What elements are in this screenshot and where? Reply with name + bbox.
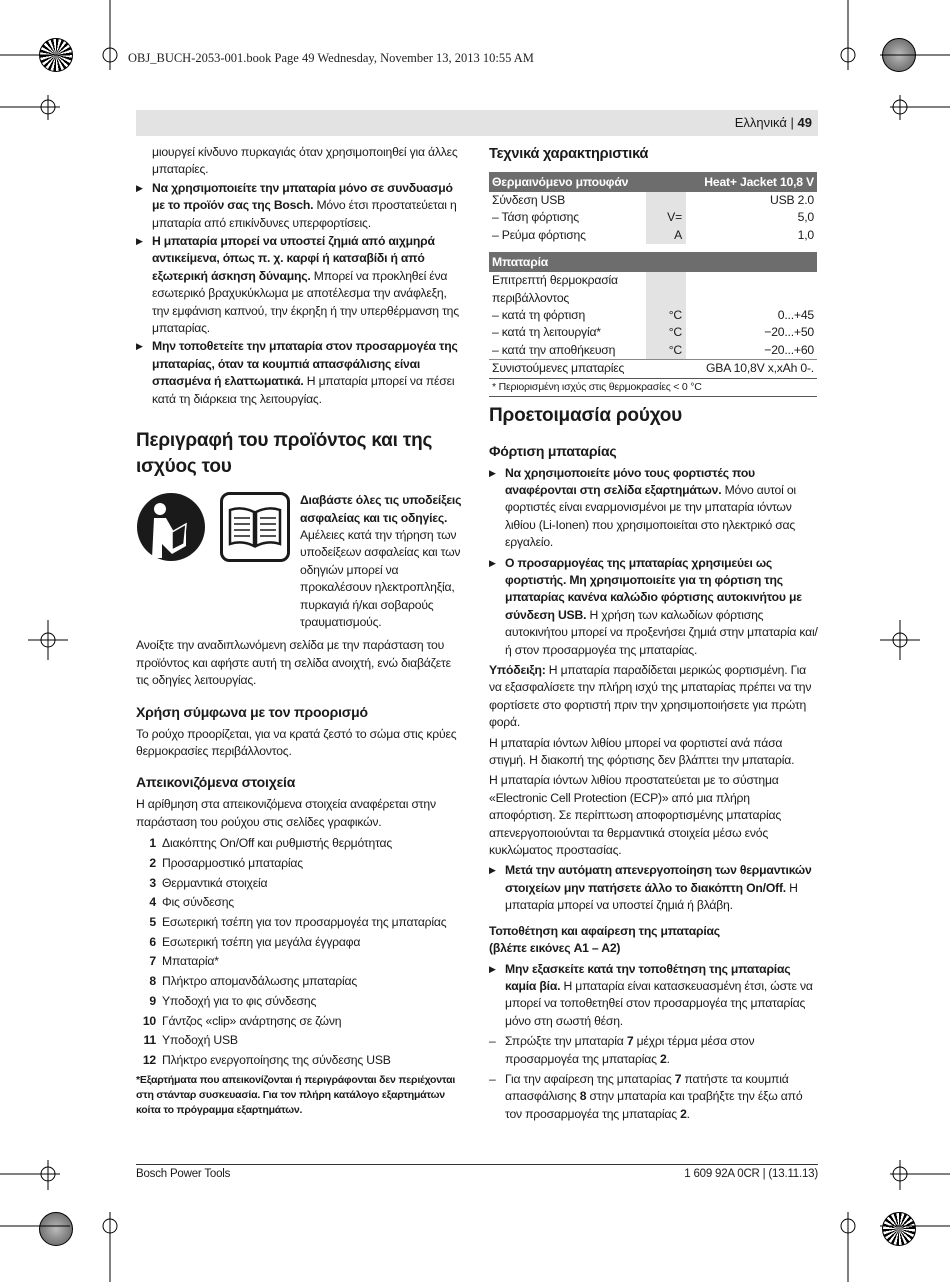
charge-title: Φόρτιση μπαταρίας [489, 442, 617, 459]
safety-read-block [136, 492, 462, 631]
spec-header-row: Θερμαινόμενο μπουφάν Heat+ Jacket 10,8 V [489, 172, 817, 192]
part-label: Γάντζος «clip» ανάρτησης σε ζώνη [162, 1013, 342, 1028]
header-page-number: 49 [797, 115, 812, 130]
list-item [136, 1032, 462, 1049]
part-number: 11 [143, 1033, 156, 1048]
part-label: Θερμαντικά στοιχεία [162, 875, 268, 890]
list-item: ▶ Να χρησιμοποιείτε μόνο τους φορτιστές που αναφέρονται στη σελίδα εξαρτημάτων. Μόνο αυτοί οι φορτιστές είναι εναρμονισμένοι με την μπαταρία ιόντων λιθίου (Li-Ionen) που χρησιμοποιείται στο ηλεκτρικό σας εργαλείο. [489, 465, 818, 552]
part-number: 10 [142, 1013, 156, 1028]
list-item: ▶ Η μπαταρία μπορεί να υποστεί ζημιά από αιχμηρά αντικείμενα, όπως π. χ. καρφί ή κατσαβίδι ή από εξωτερική άσκηση δύναμης. Μπορεί να προκληθεί ένα εσωτερικό βραχυκύκλωμα με αποτέλεσμα την ανάφλεξη, την εμφάνιση καπνού, την έκρηξη ή την υπερθέρμανση της μπαταρίας. [136, 233, 462, 337]
part-number: 1 [149, 836, 156, 851]
part-label: Υποδοχή για το φις σύνδεσης [162, 993, 317, 1008]
fold-text: Ανοίξτε την αναδιπλωνόμενη σελίδα με την παράσταση του προϊόντος και αφήστε αυτή τη σελίδα ανοιχτή, ενώ διαβάζετε τις οδηγίες λειτουργίας. [136, 638, 451, 688]
section-title: Περιγραφή του προϊόντος και της ισχύος του [136, 430, 433, 478]
footer-right: 1 609 92A 0CR | (13.11.13) [684, 1168, 818, 1180]
header-separator: | [790, 115, 794, 130]
list-item [136, 894, 462, 911]
part-number: 4 [149, 895, 156, 910]
part-label: Προσαρμοστικό μπαταρίας [162, 855, 303, 870]
list-item: ▶ Μην εξασκείτε κατά την τοποθέτηση της μπαταρίας καμία βία. Η μπαταρία είναι κατασκευασμένη έτσι, ώστε να μπορεί να τοποθετηθεί στον προσαρμογέα της μπαταρίας μόνο στη σωστή θέση. [489, 961, 818, 1031]
header-language: Ελληνικά [734, 115, 787, 130]
part-label: Εσωτερική τσέπη για μεγάλα έγγραφα [162, 934, 361, 949]
left-column [136, 144, 462, 1118]
right-column [489, 144, 818, 1123]
person-reading-icon [136, 492, 206, 562]
table-row: – Ρεύμα φόρτισης A 1,0 [489, 227, 817, 244]
part-label: Μπαταρία* [162, 954, 219, 969]
parts-list [136, 835, 462, 1069]
safety-read-text: Διαβάστε όλες τις υποδείξεις ασφαλείας και τις οδηγίες. Αμέλειες κατά την τήρηση των υποδείξεων ασφαλείας και των οδηγιών μπορεί να προκαλέσουν ηλεκτροπληξία, πυρκαγιά ή/και σοβαρούς τραυματισμούς. [300, 493, 462, 629]
list-item: ▶ Ο προσαρμογέας της μπαταρίας χρησιμεύει ως φορτιστής. Μη χρησιμοποιείτε για τη φόρτιση της μπαταρίας κανένα καλώδιο φόρτισης αυτοκινήτου με σύνδεση USB. Η χρήση των καλωδίων φόρτισης αυτοκινήτου μπορεί να προξενήσει ζημιά στην μπαταρία και/ή στον προσαρμογέα της μπαταρίας. [489, 555, 818, 659]
table-row: Συνιστούμενες μπαταρίες GBA 10,8V x,xAh 0-. [489, 360, 817, 378]
list-item [136, 835, 462, 852]
list-item [136, 875, 462, 892]
part-label: Υποδοχή USB [162, 1033, 238, 1048]
part-number: 2 [149, 855, 156, 870]
page-header-text [735, 115, 812, 130]
use-text: Το ρούχο προορίζεται, για να κρατά ζεστό το σώμα στις κρύες θερμοκρασίες περιβάλλοντος. [136, 726, 457, 758]
open-book-icon [220, 492, 290, 562]
part-label: Φις σύνδεσης [162, 895, 234, 910]
table-row: – κατά τη φόρτιση °C 0...+45 [489, 307, 817, 324]
paragraph: Η μπαταρία ιόντων λιθίου μπορεί να φορτιστεί ανά πάσα στιγμή. Η διακοπή της φόρτισης δεν βλάπτει την μπαταρία. [489, 735, 795, 768]
prep-title: Προετοιμασία ρούχου [489, 404, 683, 426]
table-row: – κατά την αποθήκευση °C −20...+60 [489, 342, 817, 359]
part-number: 3 [149, 875, 156, 890]
hint-text: Υπόδειξη: Η μπαταρία παραδίδεται μερικώς φορτισμένη. Για να εξασφαλίσετε την πλήρη ισχύ της μπαταρίας πρέπει να την φορτίσετε στο φορτιστή πριν την χρησιμοποιήσετε για πρώτη φορά. [489, 663, 812, 730]
table-row: – Τάση φόρτισης V= 5,0 [489, 209, 817, 226]
table-row: Σύνδεση USB USB 2.0 [489, 192, 817, 209]
paragraph: Η μπαταρία ιόντων λιθίου προστατεύεται με το σύστημα «Electronic Cell Protection (ECP)» από μια πλήρη αποφόρτιση. Σε περίπτωση αποφορτισμένης μπαταρίας απενεργοποιούνται τα θερμαντικά στοιχεία μέσω ενός κυκλώματος προστασίας. [489, 773, 782, 858]
use-title: Χρήση σύμφωνα με τον προορισμό [136, 703, 368, 720]
insert-title: Τοποθέτηση και αφαίρεση της μπαταρίας (βλέπε εικόνες A1 – A2) [489, 923, 720, 956]
list-item [136, 953, 462, 970]
parts-intro: Η αρίθμηση στα απεικονιζόμενα στοιχεία αναφέρεται στην παράσταση του ρούχου στις σελίδες γραφικών. [136, 797, 436, 829]
list-item [136, 1013, 462, 1030]
part-label: Διακόπτης On/Off και ρυθμιστής θερμότητας [162, 836, 393, 851]
list-item: – Για την αφαίρεση της μπαταρίας 7 πατήστε τα κουμπιά απασφάλισης 8 στην μπαταρία και τραβήξτε την έξω από τον προσαρμογέα της μπαταρίας 2. [489, 1071, 818, 1123]
part-number: 9 [149, 993, 156, 1008]
specs-title: Τεχνικά χαρακτηριστικά [489, 146, 649, 162]
list-item: ▶ Μην τοποθετείτε την μπαταρία στον προσαρμογέα της μπαταρίας, όταν τα κουμπιά απασφάλισης είναι σπασμένα ή ελαττωματικά. Η μπαταρία μπορεί να πέσει κατά τη διάρκεια της λειτουργίας. [136, 338, 462, 408]
spec-table [489, 172, 817, 397]
part-label: Εσωτερική τσέπη για τον προσαρμογέα της μπαταρίας [162, 915, 447, 929]
list-item [136, 973, 462, 990]
list-item: ▶ Μετά την αυτόματη απενεργοποίηση των θερμαντικών στοιχείων μην πατήσετε άλλο το διακόπτη On/Off. Η μπαταρία μπορεί να υποστεί ζημιά ή βλάβη. [489, 862, 818, 914]
list-item [136, 934, 462, 951]
list-item: ▶ Να χρησιμοποιείτε την μπαταρία μόνο σε συνδυασμό με το προϊόν σας της Bosch. Μόνο έτσι προστατεύεται η μπαταρία από επικίνδυνες υπερφορτίσεις. [136, 180, 462, 232]
battery-header-row: Μπαταρία [489, 252, 817, 272]
parts-note: *Εξαρτήματα που απεικονίζονται ή περιγράφονται δεν περιέχονται στη στάνταρ συσκευασία. Για τον πλήρη κατάλογο εξαρτημάτων κοίτα το πρόγραμμα εξαρτημάτων. [136, 1074, 456, 1117]
list-item [136, 914, 462, 931]
table-row: – κατά τη λειτουργία* °C −20...+50 [489, 324, 817, 341]
part-number: 6 [149, 934, 156, 949]
part-number: 7 [149, 954, 156, 969]
footer-left: Bosch Power Tools [136, 1168, 231, 1180]
list-item [136, 855, 462, 872]
part-number: 5 [149, 915, 156, 929]
part-number: 12 [142, 1052, 156, 1067]
print-info: OBJ_BUCH-2053-001.book Page 49 Wednesday, November 13, 2013 10:55 AM [128, 51, 534, 65]
intro-tail: μιουργεί κίνδυνο πυρκαγιάς όταν χρησιμοποιηθεί για άλλες μπαταρίες. [152, 145, 458, 177]
list-item [136, 1052, 462, 1069]
part-label: Πλήκτρο απομανδάλωσης μπαταρίας [162, 974, 358, 989]
spec-footnote: * Περιορισμένη ισχύς στις θερμοκρασίες < 0 °C [489, 379, 817, 397]
parts-title: Απεικονιζόμενα στοιχεία [136, 774, 296, 791]
list-item: – Σπρώξτε την μπαταρία 7 μέχρι τέρμα μέσα στον προσαρμογέα της μπαταρίας 2. [489, 1033, 818, 1068]
part-number: 8 [149, 974, 156, 989]
table-row: Επιτρεπτή θερμοκρασία περιβάλλοντος [489, 272, 817, 307]
part-label: Πλήκτρο ενεργοποίησης της σύνδεσης USB [162, 1052, 391, 1067]
page-header [136, 110, 818, 136]
footer-rule [136, 1164, 818, 1165]
list-item [136, 993, 462, 1010]
